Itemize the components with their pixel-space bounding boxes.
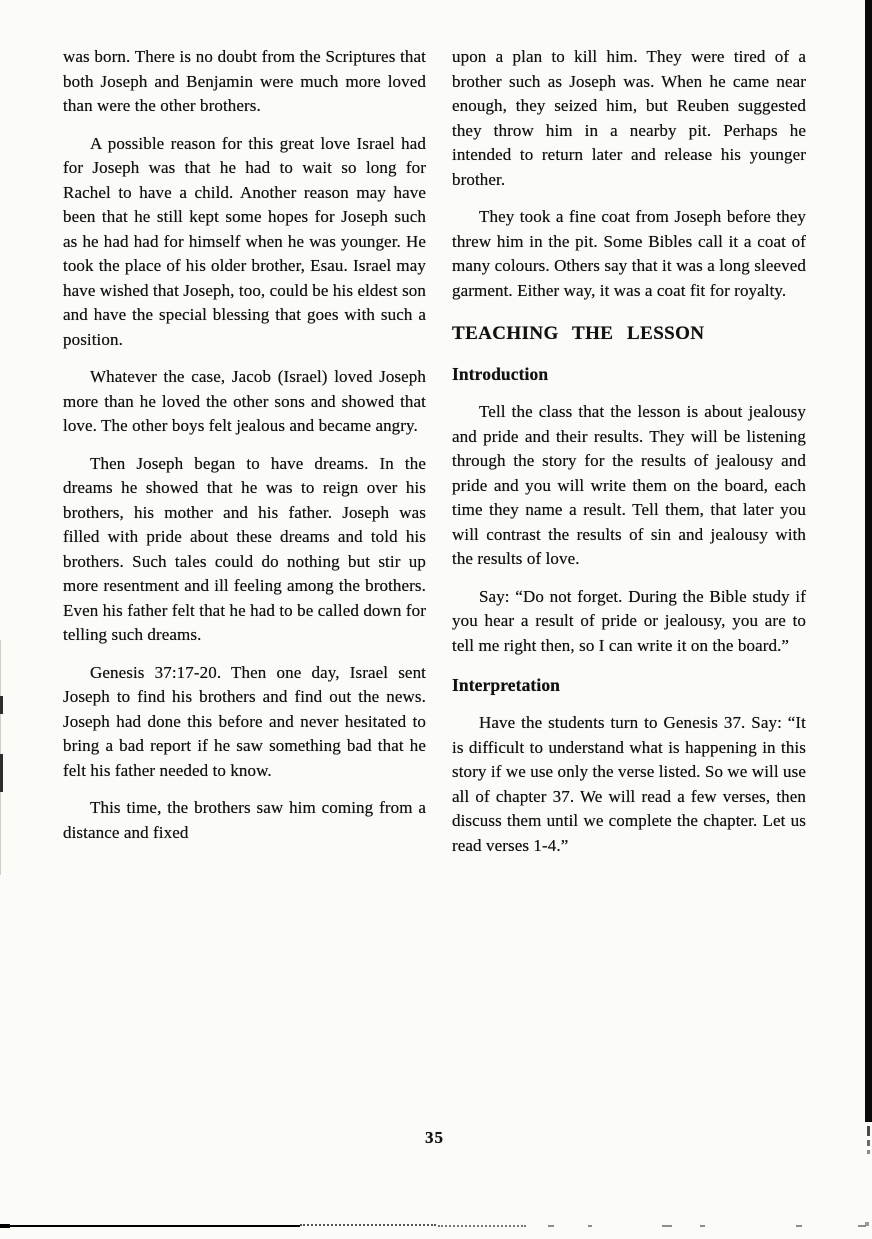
scan-artifact-bottom-dot [858, 1225, 866, 1227]
paragraph: Tell the class that the lesson is about jealousy and pride and their results. They will be listening through the story for the results of jealousy and pride and you will write them on the board, each time they name a result. Tell them, that later you will contrast the results of sin and jealousy with the results of love. [452, 402, 806, 568]
left-column [63, 45, 426, 858]
paragraph: They took a fine coat from Joseph before they threw him in the pit. Some Bibles call it a coat of many colours. Others say that it was a long sleeved garment. Either way, it was a coat fit for royalty. [452, 207, 806, 300]
scan-artifact-bottom-dot [548, 1225, 554, 1227]
paragraph: A possible reason for this great love Israel had for Joseph was that he had to wait so long for Rachel to have a child. Another reason may have been that he still kept some hopes for Joseph such as he had had for himself when he was younger. He took the place of his older brother, Esau. Israel may have wished that Joseph, too, could be his eldest son and have the special blessing that goes with such a position. [63, 133, 426, 349]
scan-artifact-left-tick [0, 696, 3, 714]
scan-artifact-bottom-rule [8, 1225, 300, 1227]
right-column [452, 45, 806, 858]
scan-artifact-left-tick [0, 754, 3, 792]
scan-artifact-bottom-dot [700, 1225, 705, 1227]
paragraph-continuation: upon a plan to kill him. They were tired of a brother such as Joseph was. When he came near enough, they seized him, but Reuben suggested they throw him in a nearby pit. Perhaps he intended to return later and release his younger brother. [452, 47, 806, 189]
paragraph-teacher-script: Have the students turn to Genesis 37. Say: “It is difficult to understand what is happening in this story if we use only the verse listed. So we will use all of chapter 37. We will read a few verses, then discuss them until we complete the chapter. Let us read verses 1-4.” [452, 713, 806, 855]
scan-artifact-bottom-dot [662, 1225, 672, 1227]
scan-artifact-right-dash [867, 1150, 870, 1154]
scan-artifact-bottom-rule-dotted [300, 1224, 436, 1226]
scan-artifact-bottom-rule-dotted [438, 1225, 526, 1227]
scan-artifact-bottom-dot [796, 1225, 802, 1227]
paragraph-genesis-reference: Genesis 37:17-20. Then one day, Israel sent Joseph to find his brothers and find out the news. Joseph had done this before and never hesitated to bring a bad report if he saw something bad that he felt his father needed to know. [63, 662, 426, 780]
paragraph-teacher-script: Say: “Do not forget. During the Bible study if you hear a result of pride or jealousy, you are to tell me right then, so I can write it on the board.” [452, 586, 806, 655]
subheading-interpretation: Interpretation [452, 675, 561, 695]
scan-artifact-right-edge-bar [865, 0, 872, 1122]
paragraph: This time, the brothers saw him coming from a distance and fixed [63, 798, 426, 842]
page-number: 35 [425, 1128, 444, 1147]
scan-artifact-right-dash [867, 1140, 870, 1146]
paragraph-continuation: was born. There is no doubt from the Scriptures that both Joseph and Benjamin were much more loved than were the other brothers. [63, 47, 426, 115]
paragraph: Then Joseph began to have dreams. In the dreams he showed that he was to reign over his brothers, his mother and his father. Joseph was filled with pride about these dreams and told his brothers. Such tales could do nothing but stir up more resentment and ill feeling among the brothers. Even his father felt that he had to be called down for telling such dreams. [63, 453, 426, 644]
subheading-introduction: Introduction [452, 364, 549, 384]
scan-artifact-right-dash [867, 1126, 870, 1136]
scan-artifact-bottom-dot [588, 1225, 592, 1227]
section-heading-teaching-the-lesson: TEACHING THE LESSON [452, 323, 705, 344]
paragraph: Whatever the case, Jacob (Israel) loved Joseph more than he loved the other sons and showed that love. The other boys felt jealous and became angry. [63, 367, 426, 435]
